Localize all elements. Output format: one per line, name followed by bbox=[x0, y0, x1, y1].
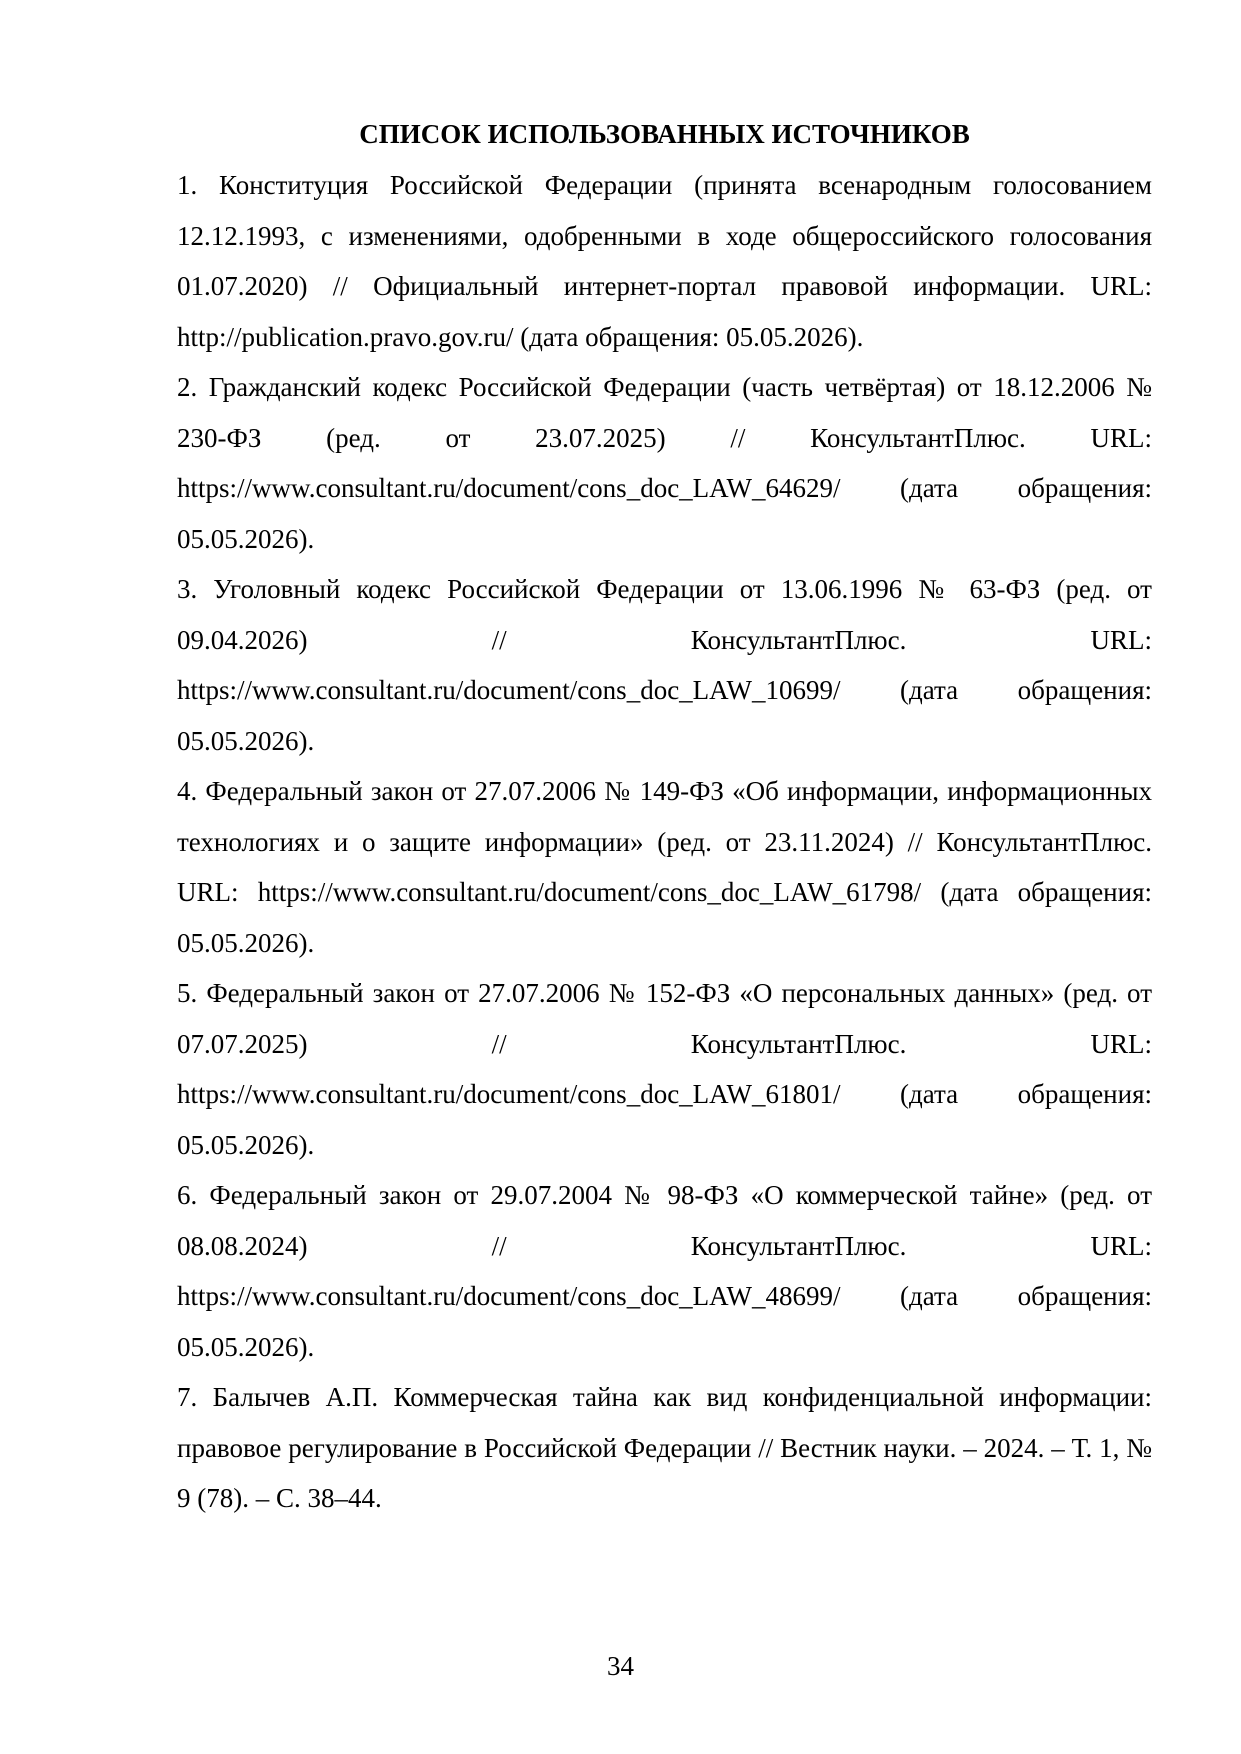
reference-item-6: 6. Федеральный закон от 29.07.2004 № 98-ФЗ «О коммерческой тайне» (ред. от 08.08.2024) // КонсультантПлюс. URL: https://www.consultant.ru/document/cons_doc_LAW_48699/ (дата обращения: 05.05.2026). bbox=[177, 1180, 1152, 1362]
page-title: СПИСОК ИСПОЛЬЗОВАННЫХ ИСТОЧНИКОВ bbox=[359, 119, 970, 149]
reference-item-5: 5. Федеральный закон от 27.07.2006 № 152-ФЗ «О персональных данных» (ред. от 07.07.2025) // КонсультантПлюс. URL: https://www.consultant.ru/document/cons_doc_LAW_61801/ (дата обращения: 05.05.2026). bbox=[177, 978, 1152, 1160]
reference-item-2: 2. Гражданский кодекс Российской Федерации (часть четвёртая) от 18.12.2006 № 230-ФЗ (ред. от 23.07.2025) // КонсультантПлюс. URL: https://www.consultant.ru/document/cons_doc_LAW_64629/ (дата обращения: 05.05.2026). bbox=[177, 372, 1152, 554]
reference-item-4: 4. Федеральный закон от 27.07.2006 № 149-ФЗ «Об информации, информационных технологиях и о защите информации» (ред. от 23.11.2024) // КонсультантПлюс. URL: https://www.consultant.ru/document/cons_doc_LAW_61798/ (дата обращения: 05.05.2026). bbox=[177, 776, 1152, 958]
page-number: 34 bbox=[607, 1651, 634, 1681]
reference-item-7: 7. Балычев А.П. Коммерческая тайна как вид конфиденциальной информации: правовое регулирование в Российской Федерации // Вестник науки. – 2024. – Т. 1, № 9 (78). – С. 38–44. bbox=[177, 1382, 1152, 1513]
reference-list bbox=[177, 160, 1152, 1524]
reference-item-1: 1. Конституция Российской Федерации (принята всенародным голосованием 12.12.1993, с изменениями, одобренными в ходе общероссийского голосования 01.07.2020) // Официальный интернет-портал правовой информации. URL: http://publication.pravo.gov.ru/ (дата обращения: 05.05.2026). bbox=[177, 170, 1152, 352]
reference-item-3: 3. Уголовный кодекс Российской Федерации от 13.06.1996 № 63-ФЗ (ред. от 09.04.2026) // КонсультантПлюс. URL: https://www.consultant.ru/document/cons_doc_LAW_10699/ (дата обращения: 05.05.2026). bbox=[177, 574, 1152, 756]
